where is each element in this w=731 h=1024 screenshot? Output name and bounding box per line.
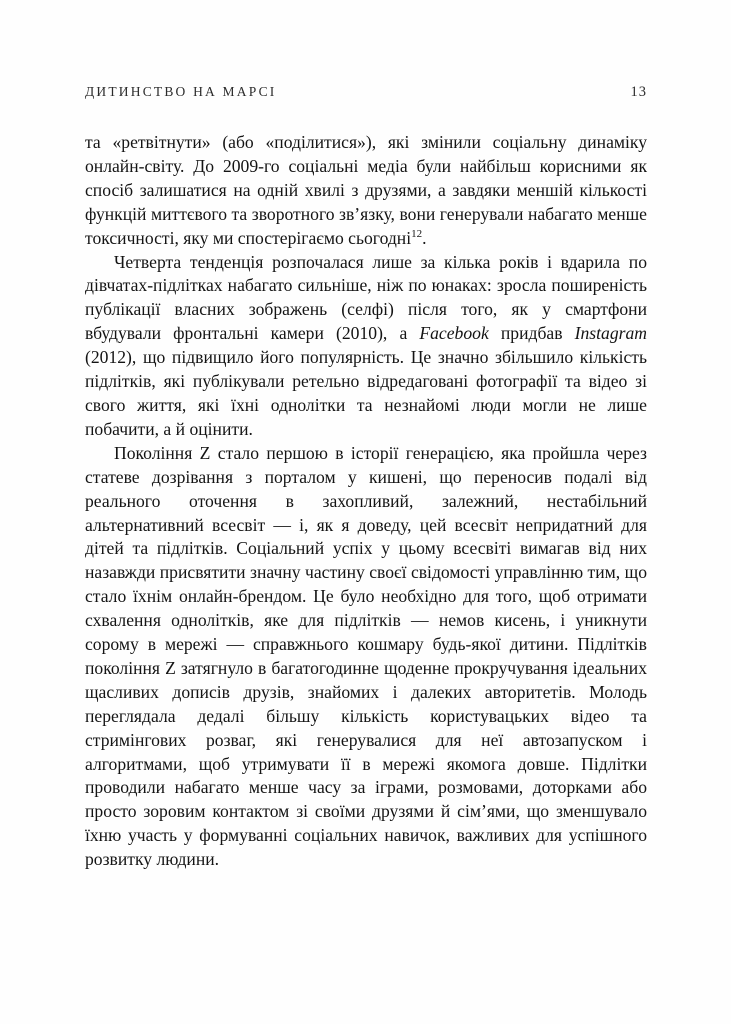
italic-text: Facebook [419,323,489,344]
text-run: та «ретвітнути» (або «поділитися»), які змінили соціальну динаміку онлайн-світу. До 2009-го соціальні медіа були найбільш корисними як спосіб залишатися на одній хвилі з друзями, а завдяки меншій кількості функцій миттєвого та зворотного зв’язку, вони генерували набагато менше токсичності, яку ми спостерігаємо сьогодні [85,132,647,248]
italic-text: Instagram [574,323,647,344]
text-run: Четверта тенденція розпочалася лише за кілька років і вдарила по дівчатах-підлітках набагато сильніше, ніж по юнаках: зросла поширеність публікації власних зображень (селфі) після того, як у смартфони вбудували фронтальні камери (2010), а [85,251,647,344]
paragraph [85,131,647,251]
footnote-reference: 12 [411,227,423,240]
running-title: ДИТИНСТВО НА МАРСІ [85,84,277,99]
page-number: 13 [630,84,647,100]
text-run: (2012), що підвищило його популярність. Це значно збільшило кількість підлітків, які публікували ретельно відредаговані фотографії та відео зі свого життя, які їхні однолітки та незнайомі люди могли не лише побачити, а й оцінити. [85,347,647,439]
paragraph [85,442,647,872]
text-run: . [422,227,427,248]
page-header [85,84,647,101]
text-run: придбав [488,323,575,344]
body-text [85,131,647,872]
text-run: Покоління Z стало першою в історії генерацією, яка пройшла через статеве дозрівання з порталом у кишені, що переносив подалі від реального оточення в захопливий, залежний, нестабільний альтернативний всесвіт — і, як я доведу, цей всесвіт непридатний для дітей та підлітків. Соціальний успіх у цьому всесвіті вимагав від них назавжди присвятити значну частину своєї свідомості управлінню тим, що стало їхнім онлайн-брендом. Це було необхідно для того, щоб отримати схвалення однолітків, яке для підлітків — немов кисень, і уникнути сорому в мережі — справжнього кошмару будь-якої дитини. Підлітків покоління Z затягнуло в багатогодинне щоденне прокручування ідеальних щасливих дописів друзів, знайомих і далеких авторитетів. Молодь переглядала дедалі більшу кількість користувацьких відео та стримінгових розваг, які генерувалися для неї автозапуском і алгоритмами, щоб утримувати її в мережі якомога довше. Підлітки проводили набагато менше часу за іграми, розмовами, доторками або просто зоровим контактом зі своїми друзями й сім’ями, що зменшувало їхню участь у формуванні соціальних навичок, важливих для успішного розвитку людини. [85,442,647,870]
paragraph [85,251,647,442]
